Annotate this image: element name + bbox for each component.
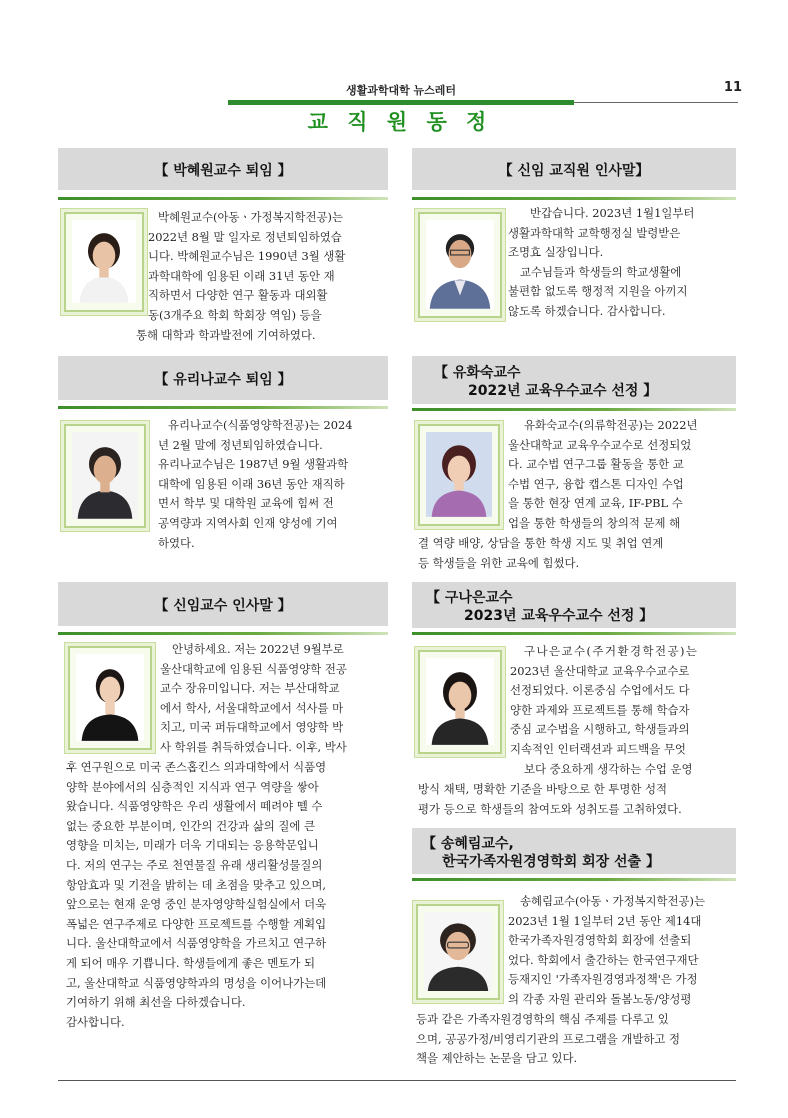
section-heading-yoo xyxy=(412,356,736,404)
text-line: 다. 교수법 연구그룹 활동을 통한 교 xyxy=(508,457,684,472)
text-line: 기여하기 위해 최선을 다하겠습니다. xyxy=(66,995,246,1010)
header-rule-green xyxy=(228,100,574,105)
text-line: 으며, 공공가정/비영리기관의 프로그램을 개발하고 정 xyxy=(416,1031,681,1046)
heading-line-1: 【 구나은교수 xyxy=(426,590,513,606)
heading-text: 【 박혜원교수 퇴임 】 xyxy=(154,163,292,179)
heading-line-2: 2023년 교육우수교수 선정 】 xyxy=(464,608,654,624)
text-line: 결 역량 배양, 상담을 통한 학생 지도 및 취업 연계 xyxy=(418,536,664,550)
text-line: 평가 등으로 학생들의 참여도와 성취도를 고취하였다. xyxy=(418,801,682,816)
text-line: 등과 같은 가족자원경영학의 핵심 주제를 다루고 있 xyxy=(416,1012,669,1026)
text-line: 조명효 실장입니다. xyxy=(508,245,604,260)
text-line: 면서 학부 및 대학원 교육에 힘써 전 xyxy=(158,496,334,511)
paragraph-yoo-bottom xyxy=(418,534,736,573)
section-heading-park xyxy=(58,148,388,190)
text-line: 반갑습니다. 2023년 1월1일부터 xyxy=(530,206,695,220)
section-rule xyxy=(412,408,736,411)
paragraph-ryu xyxy=(158,416,388,553)
portrait-photo-yoo xyxy=(426,432,492,517)
text-line: 교수님들과 학생들의 학교생활에 xyxy=(520,264,682,279)
header-rule-gray xyxy=(574,102,738,103)
text-line: 니다. 울산대학교에서 식품영양학을 가르치고 연구하 xyxy=(66,936,327,951)
text-line: 양한 과제와 프로젝트를 통해 학습자 xyxy=(510,702,690,717)
text-line: 항암효과 및 기전을 밝히는 데 초점을 맞추고 있으며, xyxy=(66,877,327,892)
newsletter-title: 생활과학대학 뉴스레터 xyxy=(345,84,457,97)
photo-frame-koo xyxy=(418,650,502,754)
text-line: 등 학생들을 위한 교육에 힘썼다. xyxy=(418,555,580,570)
text-line: 지속적인 인터랙션과 피드백을 무엇 xyxy=(510,741,686,756)
section-heading-koo xyxy=(412,582,736,628)
text-line: 송혜림교수(아동ㆍ가정복지학전공)는 xyxy=(520,894,705,908)
section-heading-newstaff xyxy=(412,148,736,190)
text-line: 책을 제안하는 논문을 담고 있다. xyxy=(416,1051,578,1066)
heading-text: 【 신임 교직원 인사말】 xyxy=(498,163,650,179)
portrait-photo-newstaff xyxy=(426,220,494,309)
text-line: 사 학위를 취득하였습니다. 이후, 박사 xyxy=(160,739,347,754)
text-line: 과학대학에 임용된 이래 31년 동안 재 xyxy=(148,268,335,283)
text-line: 박혜원교수(아동ㆍ가정복지학전공)는 xyxy=(158,210,343,224)
text-line: 등재지인 '가족자원경영과정책'은 가정 xyxy=(508,972,698,987)
text-line: 2023년 울산대학교 교육우수교수로 xyxy=(510,663,690,678)
photo-frame-yoo xyxy=(418,424,500,526)
section-heading-song xyxy=(412,828,736,874)
text-line: 게 되어 매우 기쁩니다. 학생들에게 좋은 멘토가 되 xyxy=(66,955,316,970)
section-rule xyxy=(58,632,388,635)
footer-rule xyxy=(58,1080,736,1081)
paragraph-park-bottom xyxy=(136,326,388,346)
text-line: 없는 중요한 부분이며, 인간의 건강과 삶의 질에 큰 xyxy=(66,818,316,833)
paragraph-song-bottom xyxy=(416,1010,736,1069)
page-title: 교 직 원 동 정 xyxy=(307,110,493,134)
text-line: 후 연구원으로 미국 존스홉킨스 의과대학에서 식품영 xyxy=(66,760,327,774)
paragraph-newprof-top xyxy=(160,640,388,758)
section-heading-newprof xyxy=(58,582,388,626)
text-line: 생활과학대학 교학행정실 발령받은 xyxy=(508,225,681,240)
section-rule xyxy=(412,878,736,881)
text-line: 감사합니다. xyxy=(66,1014,125,1029)
text-line: 불편함 없도록 행정적 지원을 아끼지 xyxy=(508,284,688,299)
text-line: 울산대학교 교육우수교수로 선정되었 xyxy=(508,437,692,452)
section-rule xyxy=(58,406,388,409)
paragraph-newstaff xyxy=(508,204,736,322)
text-line: 유리나교수(식품영양학전공)는 2024 xyxy=(168,418,353,432)
text-line: 공역량과 지역사회 인재 양성에 기여 xyxy=(158,515,338,530)
text-line: 니다. 박혜원교수님은 1990년 3월 생활 xyxy=(148,249,346,264)
paragraph-park-top xyxy=(148,208,388,326)
paragraph-song-top xyxy=(508,892,736,1010)
text-line: 에서 학사, 서울대학교에서 석사를 마 xyxy=(160,700,344,715)
photo-frame-song xyxy=(416,904,500,1000)
text-line: 통해 대학과 학과발전에 기여하였다. xyxy=(136,328,316,342)
portrait-photo-ryu xyxy=(72,432,138,519)
text-line: 보다 중요하게 생각하는 수업 운영 xyxy=(524,761,693,776)
text-line: 동(3개주요 학회 학회장 역임) 등을 xyxy=(148,307,322,322)
photo-frame-park xyxy=(64,212,144,312)
text-line: 하였다. xyxy=(158,535,195,550)
text-line: 을 통한 현장 연계 교육, IF-PBL 수 xyxy=(508,496,683,511)
text-line: 직하면서 다양한 연구 활동과 대외활 xyxy=(148,288,328,303)
text-line: 업을 통한 학생들의 창의적 문제 해 xyxy=(508,515,681,530)
paragraph-yoo-top xyxy=(508,416,736,534)
text-line: 왔습니다. 식품영양학은 우리 생활에서 떼려야 뗄 수 xyxy=(66,799,323,814)
text-line: 다. 저의 연구는 주로 천연물질 유래 생리활성물질의 xyxy=(66,857,323,872)
section-rule xyxy=(412,632,736,635)
paragraph-koo-top xyxy=(510,642,736,779)
photo-frame-ryu xyxy=(64,424,146,528)
portrait-photo-park xyxy=(72,220,136,303)
portrait-photo-song xyxy=(424,912,492,991)
section-heading-ryu xyxy=(58,356,388,400)
paragraph-newprof-bottom xyxy=(66,758,388,1032)
paragraph-koo-bottom xyxy=(418,780,736,819)
text-line: 치고, 미국 퍼듀대학교에서 영양학 박 xyxy=(160,720,344,735)
text-line: 양학 분야에서의 심층적인 지식과 연구 역량을 쌓아 xyxy=(66,779,319,794)
text-line: 대학에 임용된 이래 36년 동안 재직하 xyxy=(158,476,345,491)
portrait-photo-koo xyxy=(426,658,494,745)
portrait-photo-newprof xyxy=(76,654,144,741)
photo-frame-newprof xyxy=(68,646,152,750)
text-line: 구나은교수(주거환경학전공)는 xyxy=(524,644,699,658)
text-line: 2023년 1월 1일부터 2년 동안 제14대 xyxy=(508,913,702,928)
heading-line-2: 2022년 교육우수교수 선정 】 xyxy=(468,383,658,399)
text-line: 년 2월 말에 정년퇴임하였습니다. xyxy=(158,437,323,452)
text-line: 울산대학교에 임용된 식품영양학 전공 xyxy=(160,661,347,676)
text-line: 교수 장유미입니다. 저는 부산대학교 xyxy=(160,681,340,696)
text-line: 고, 울산대학교 식품영양학과의 명성을 이어나가는데 xyxy=(66,975,327,990)
text-line: 었다. 학회에서 출간하는 한국연구재단 xyxy=(508,952,699,967)
text-line: 유화숙교수(의류학전공)는 2022년 xyxy=(524,418,698,432)
section-rule xyxy=(58,197,388,200)
text-line: 수법 연구, 융합 캡스톤 디자인 수업 xyxy=(508,476,684,491)
text-line: 유리나교수님은 1987년 9월 생활과학 xyxy=(158,457,349,472)
text-line: 선정되었다. 이론중심 수업에서도 다 xyxy=(510,683,690,698)
text-line: 방식 채택, 명확한 기준을 바탕으로 한 투명한 성적 xyxy=(418,782,668,796)
heading-line-1: 【 송혜림교수, xyxy=(422,836,514,852)
text-line: 영향을 미치는, 미래가 더욱 기대되는 응용학문입니 xyxy=(66,838,319,853)
heading-line-1: 【 유화숙교수 xyxy=(434,365,521,381)
photo-frame-newstaff xyxy=(418,212,502,318)
text-line: 앞으로는 현재 운영 중인 분자영양학실험실에서 더욱 xyxy=(66,897,327,912)
page-number: 11 xyxy=(723,80,742,95)
section-rule xyxy=(412,197,736,200)
text-line: 폭넓은 연구주제로 다양한 프로젝트를 수행할 계획입 xyxy=(66,916,327,931)
heading-line-2: 한국가족자원경영학회 회장 선출 】 xyxy=(442,854,660,870)
heading-text: 【 유리나교수 퇴임 】 xyxy=(154,372,292,388)
text-line: 않도록 하겠습니다. 감사합니다. xyxy=(508,303,666,318)
text-line: 2022년 8월 말 일자로 정년퇴임하였습 xyxy=(148,229,342,244)
heading-text: 【 신임교수 인사말 】 xyxy=(154,598,292,614)
text-line: 한국가족자원경영학회 회장에 선출되 xyxy=(508,933,692,948)
text-line: 중심 교수법을 시행하고, 학생들과의 xyxy=(510,722,690,737)
text-line: 안녕하세요. 저는 2022년 9월부로 xyxy=(172,642,344,656)
text-line: 의 각종 자원 관리와 돌봄노동/양성평 xyxy=(508,991,692,1006)
